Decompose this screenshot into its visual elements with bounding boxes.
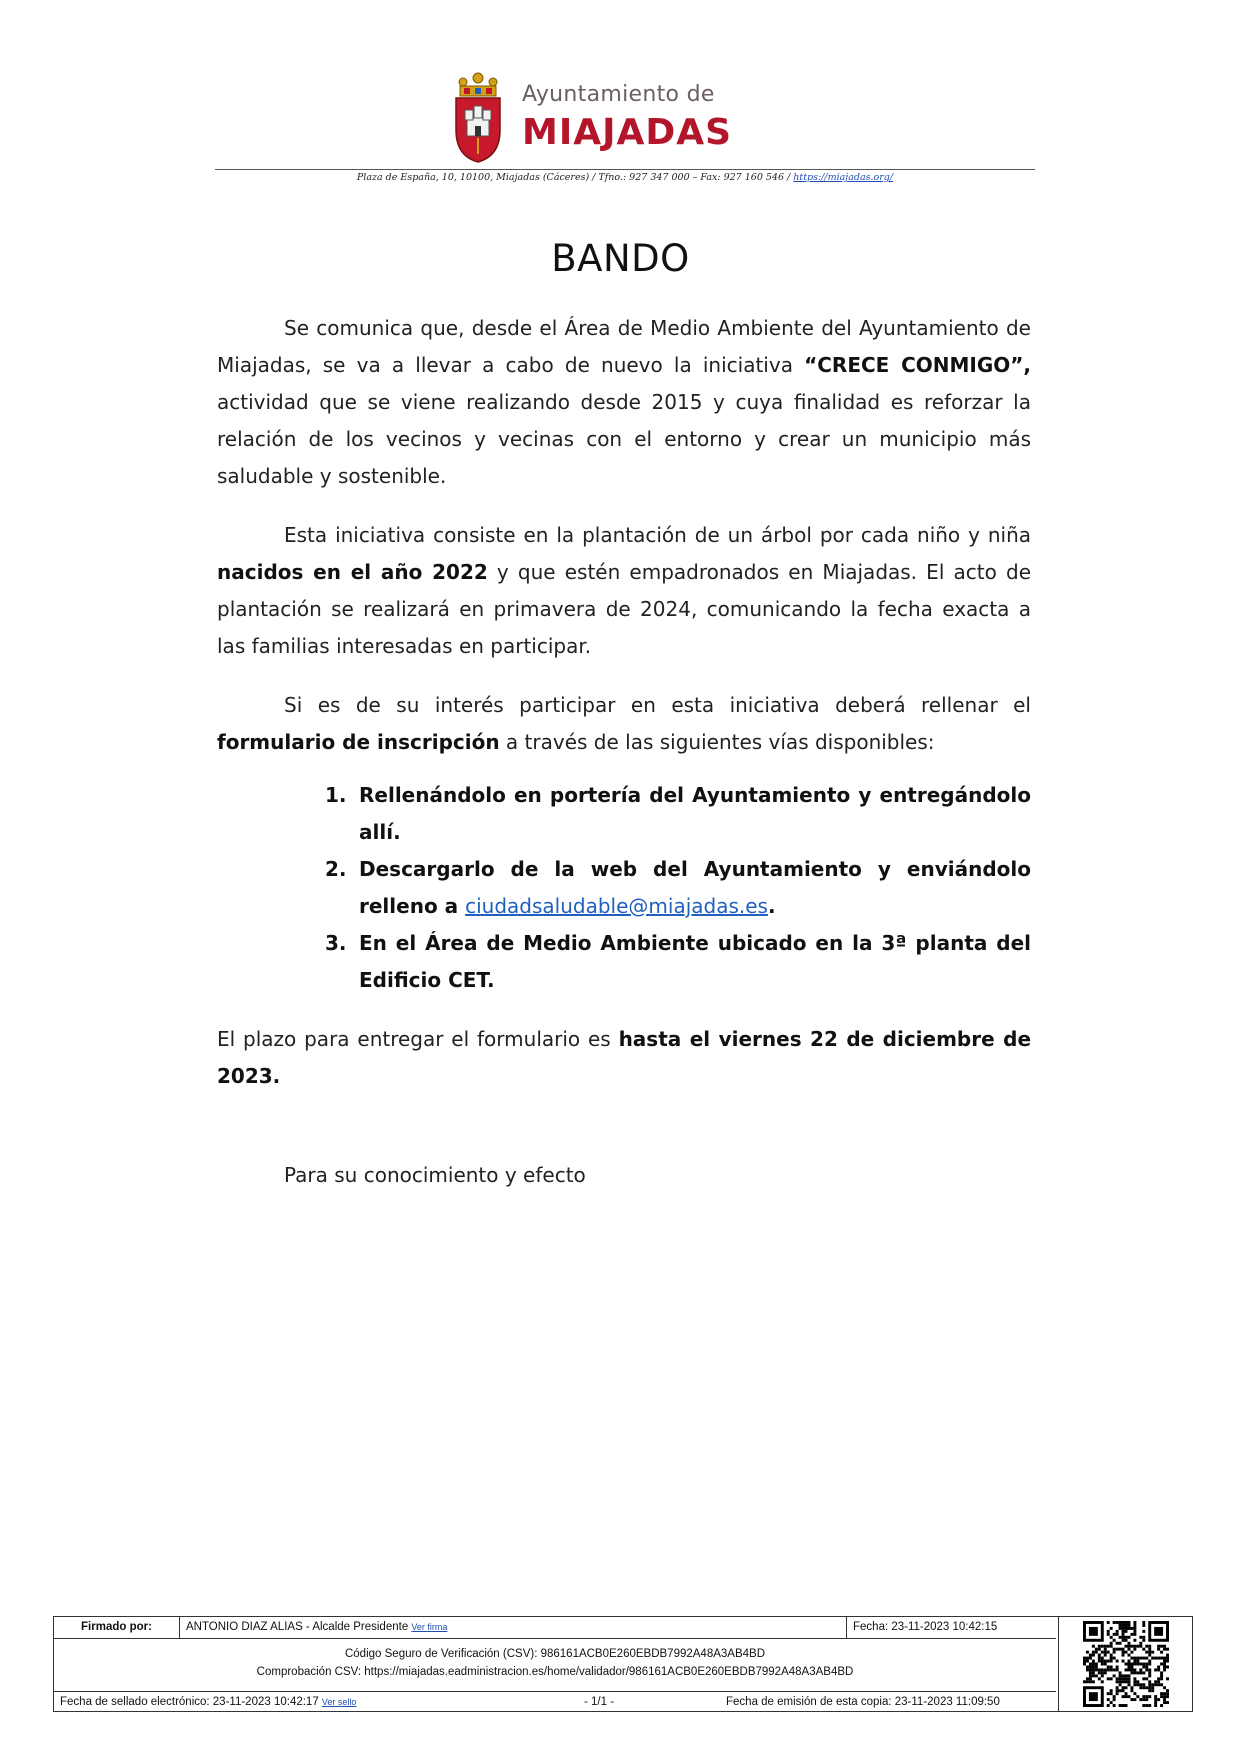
signature-row bbox=[54, 1617, 1056, 1639]
list-number: 2. bbox=[325, 857, 347, 881]
signature-box bbox=[53, 1616, 1193, 1712]
page-number: - 1/1 - bbox=[584, 1696, 615, 1708]
view-signature-link[interactable]: Ver firma bbox=[411, 1622, 448, 1632]
csv-row bbox=[54, 1638, 1056, 1692]
paragraph-deadline bbox=[217, 1021, 1031, 1095]
view-seal-link[interactable]: Ver sello bbox=[321, 1697, 357, 1707]
list-item bbox=[325, 851, 1031, 925]
list-item bbox=[325, 925, 1031, 999]
registration-options-list bbox=[217, 777, 1031, 999]
paragraph-text: Se comunica que, desde el Área de Medio Ambiente del Ayuntamiento de Miajadas, se va a llevar a cabo de nuevo la iniciativa bbox=[217, 316, 1031, 377]
signer-cell bbox=[180, 1617, 847, 1638]
paragraph-text: actividad que se viene realizando desde 2015 y cuya finalidad es reforzar la relación de los vecinos y vecinas con el entorno y crear un municipio más saludable y sostenible. bbox=[217, 390, 1031, 488]
paragraph-registration bbox=[217, 687, 1031, 761]
paragraph-intro bbox=[217, 310, 1031, 495]
list-item-text: En el Área de Medio Ambiente ubicado en la 3ª planta del Edificio CET. bbox=[359, 931, 1031, 992]
logo-title-line1: Ayuntamiento de bbox=[522, 82, 715, 107]
initiative-name: “CRECE CONMIGO”, bbox=[804, 353, 1031, 377]
seal-row bbox=[54, 1692, 1056, 1712]
list-item-text: Rellenándolo en portería del Ayuntamiento y entregándolo allí. bbox=[359, 783, 1031, 844]
list-item-tail: . bbox=[767, 894, 776, 918]
header-divider bbox=[215, 169, 1035, 170]
csv-check-url[interactable]: Comprobación CSV: https://miajadas.eadministracion.es/home/validador/986161ACB0E260EBDB7992A48A3AB4BD bbox=[256, 1666, 854, 1678]
closing-line: Para su conocimiento y efecto bbox=[284, 1163, 586, 1187]
paragraph-description bbox=[217, 517, 1031, 665]
seal-cell bbox=[60, 1692, 356, 1712]
email-link[interactable]: ciudadsaludable@miajadas.es bbox=[465, 894, 768, 918]
paragraph-text: y que estén empadronados en Miajadas. El acto de plantación se realizará en primavera de 2024, comunicando la fecha exacta a las familias interesadas en participar. bbox=[217, 560, 1032, 658]
seal-date: Fecha de sellado electrónico: 23-11-2023 10:42:17 bbox=[60, 1696, 319, 1708]
coat-of-arms-icon bbox=[450, 72, 506, 164]
qr-code-icon bbox=[1083, 1621, 1169, 1707]
list-number: 3. bbox=[325, 931, 347, 955]
address-text: Plaza de España, 10, 10100, Miajadas (Cáceres) / Tfno.: 927 347 000 – Fax: 927 160 546 / bbox=[356, 172, 794, 183]
form-highlight: formulario de inscripción bbox=[217, 730, 500, 754]
paragraph-text: El plazo para entregar el formulario es bbox=[217, 1027, 619, 1051]
csv-code: Código Seguro de Verificación (CSV): 986161ACB0E260EBDB7992A48A3AB4BD bbox=[344, 1648, 765, 1660]
municipal-logo bbox=[450, 72, 770, 172]
paragraph-text: Si es de su interés participar en esta iniciativa deberá rellenar el bbox=[284, 693, 1031, 717]
eligibility-highlight: nacidos en el año 2022 bbox=[217, 560, 488, 584]
qr-code-cell bbox=[1058, 1617, 1192, 1711]
paragraph-text: a través de las siguientes vías disponibles: bbox=[499, 730, 935, 754]
document-body bbox=[217, 310, 1031, 1117]
signer-name: ANTONIO DIAZ ALIAS - Alcalde Presidente bbox=[186, 1621, 409, 1633]
logo-title-line2: MIAJADAS bbox=[522, 112, 733, 153]
list-number: 1. bbox=[325, 783, 347, 807]
signature-date: Fecha: 23-11-2023 10:42:15 bbox=[853, 1621, 998, 1633]
list-item-text: Descargarlo de la web del Ayuntamiento y enviándolo relleno a bbox=[359, 857, 1031, 918]
list-item bbox=[325, 777, 1031, 851]
copy-issue-date: Fecha de emisión de esta copia: 23-11-2023 11:09:50 bbox=[726, 1696, 1000, 1708]
website-link[interactable]: https://miajadas.org/ bbox=[793, 172, 894, 183]
header-address bbox=[215, 172, 1035, 183]
document-title: BANDO bbox=[551, 237, 690, 280]
signed-by-label: Firmado por: bbox=[54, 1617, 180, 1638]
paragraph-text: Esta iniciativa consiste en la plantación de un árbol por cada niño y niña bbox=[284, 523, 1031, 547]
deadline-highlight: hasta el viernes 22 de diciembre de 2023. bbox=[217, 1027, 1032, 1088]
